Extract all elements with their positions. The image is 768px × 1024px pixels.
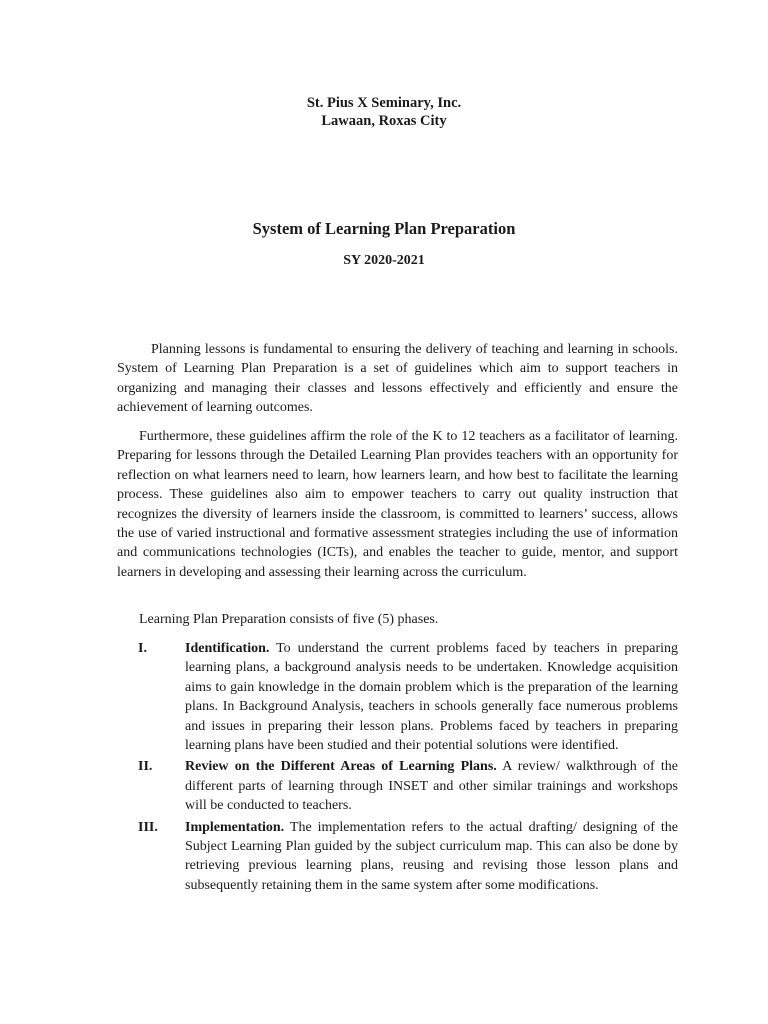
phase-body: [185, 818, 678, 896]
phase-text: A review/ walkthrough of the different parts of learning through INSET and other similar trainings and workshops will be conducted to teachers.: [185, 759, 678, 814]
phase-body: [185, 757, 678, 815]
phase-number: I.: [138, 641, 147, 656]
phase-item-implementation: [117, 818, 678, 896]
org-location: Lawaan, Roxas City: [321, 113, 447, 129]
phase-body: [185, 639, 678, 755]
phase-item-review: [117, 757, 678, 815]
phase-text: The implementation refers to the actual drafting/ designing of the Subject Learning Plan guided by the subject curriculum map. This can also be done by retrieving previous learning plans, reusing and revising those lesson plans and subsequently retaining them in the same system after some modifications.: [185, 819, 678, 893]
school-year: SY 2020-2021: [343, 253, 425, 268]
org-name: St. Pius X Seminary, Inc.: [306, 95, 462, 111]
phase-heading: Implementation.: [185, 819, 285, 835]
guidelines-paragraph: Furthermore, these guidelines affirm the role of the K to 12 teachers as a facilitator of learning. Preparing for lessons through the Detailed Learning Plan provides teachers with an opportunity for reflection on what learners need to learn, how learners learn, and how best to facilitate the learning process. These guidelines also aim to empower teachers to carry out quality instruction that recognizes the diversity of learners inside the classroom, is committed to learners’ success, allows the use of varied instructional and formative assessment strategies including the use of information and communications technologies (ICTs), and enables the teacher to guide, mentor, and support learners in developing and assessing their learning across the curriculum.: [117, 429, 678, 580]
phase-number: II.: [138, 759, 153, 775]
phase-number: III.: [138, 819, 158, 835]
intro-paragraph: Planning lessons is fundamental to ensuring the delivery of teaching and learning in schools. System of Learning Plan Preparation is a set of guidelines which aim to support teachers in organizing and managing their classes and lessons effectively and efficiently and ensure the achievement of learning outcomes.: [117, 342, 678, 416]
phases-intro-paragraph: Learning Plan Preparation consists of five (5) phases.: [139, 612, 439, 627]
phases-list: [117, 639, 678, 897]
phase-text: To understand the current problems faced by teachers in preparing learning plans, a background analysis needs to be undertaken. Knowledge acquisition aims to gain knowledge in the domain problem which is the preparation of the learning plans. In Background Analysis, teachers in schools generally face numerous problems and issues in preparing their lesson plans. Problems faced by teachers in preparing learning plans have been studied and their potential solutions were identified.: [185, 641, 678, 754]
document-title: System of Learning Plan Preparation: [252, 219, 516, 238]
phase-heading: Identification.: [185, 641, 270, 656]
phase-heading: Review on the Different Areas of Learning Plans.: [185, 759, 497, 775]
phase-item-identification: [117, 639, 678, 755]
